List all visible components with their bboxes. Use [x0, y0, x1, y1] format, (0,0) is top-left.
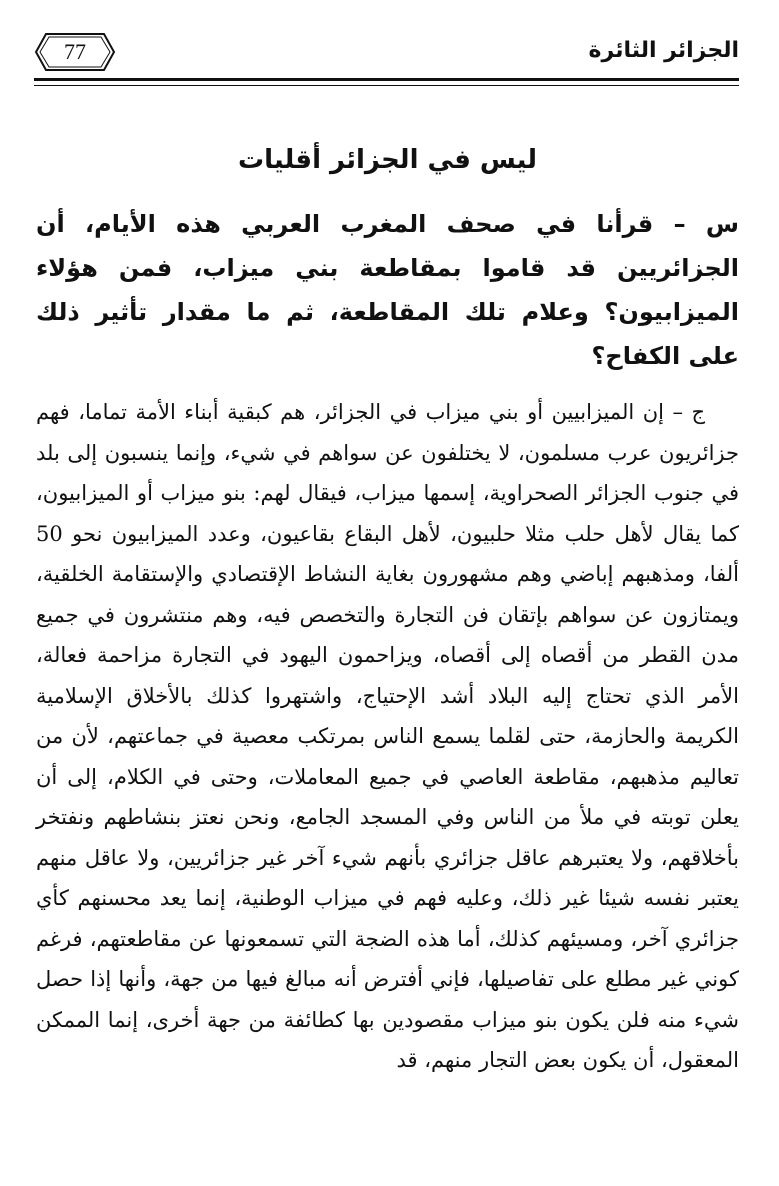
- section-title: ليس في الجزائر أقليات: [237, 145, 538, 175]
- page-number: 77: [64, 39, 86, 64]
- answer-paragraph: ج – إن الميزابيين أو بني ميزاب في الجزائر، هم كبقية أبناء الأمة تماما، فهم جزائريون عرب مسلمون، لا يختلفون عن سواهم في شيء، وإنما ينسبون إلى بلد في جنوب الجزائر الصحراوية، إسمها ميزاب، فيقال لهم: بنو ميزاب أو الميزابيون، كما يقال لأهل حلب مثلا حلبيون، لأهل البقاع بقاعيون، وعدد الميزابيون نحو 50 ألفا، ومذهبهم إباضي وهم مشهورون بغاية النشاط الإقتصادي والإستقامة الخلقية، ويمتازون عن سواهم بإتقان فن التجارة والتخصص فيه، وهم منتشرون في جميع مدن القطر من أقصاه إلى أقصاه، ويزاحمون اليهود في التجارة مزاحمة فعالة، الأمر الذي تحتاج إليه البلاد أشد الإحتياج، واشتهروا كذلك بالأخلاق الإسلامية الكريمة والحازمة، حتى لقلما يسمع الناس بمرتكب معصية في جماعتهم، لأن من تعاليم مذهبهم، مقاطعة العاصي في جميع المعاملات، وحتى في الكلام، إلى أن يعلن توبته في ملأ من الناس وفي المسجد الجامع، ونحن نعتز بنشاطهم ونفتخر بأخلاقهم، ولا يعتبرهم عاقل جزائري بأنهم شيء آخر غير جزائريين، ولا عاقل منهم يعتبر نفسه شيئا غير ذلك، وعليه فهم في ميزاب الوطنية، إنما يعد محسنهم كأي جزائري آخر، ومسيئهم كذلك، أما هذه الضجة التي تسمعونها عن مقاطعتهم، فرغم كوني غير مطلع على تفاصيلها، فإني أفترض أنه مبالغ فيها من جهة، وأنها إذا حصل شيء منه فلن يكون بنو ميزاب مقصودين بها كطائفة من جهة أخرى، إنما الممكن المعقول، أن يكون بعض التجار منهم، قد: [36, 400, 739, 1072]
- page-body: [36, 140, 739, 1081]
- header-rule-thick: [34, 78, 739, 81]
- page-header: [0, 28, 779, 88]
- header-rule-thin: [34, 85, 739, 86]
- running-title: الجزائر الثائرة: [588, 38, 739, 63]
- page-number-frame: [34, 30, 116, 74]
- question-paragraph: س – قرأنا في صحف المغرب العربي هذه الأيام، أن الجزائريين قد قاموا بمقاطعة بني ميزاب، فمن هؤلاء الميزابيون؟ وعلام تلك المقاطعة، ثم ما مقدار تأثير ذلك على الكفاح؟: [36, 210, 739, 370]
